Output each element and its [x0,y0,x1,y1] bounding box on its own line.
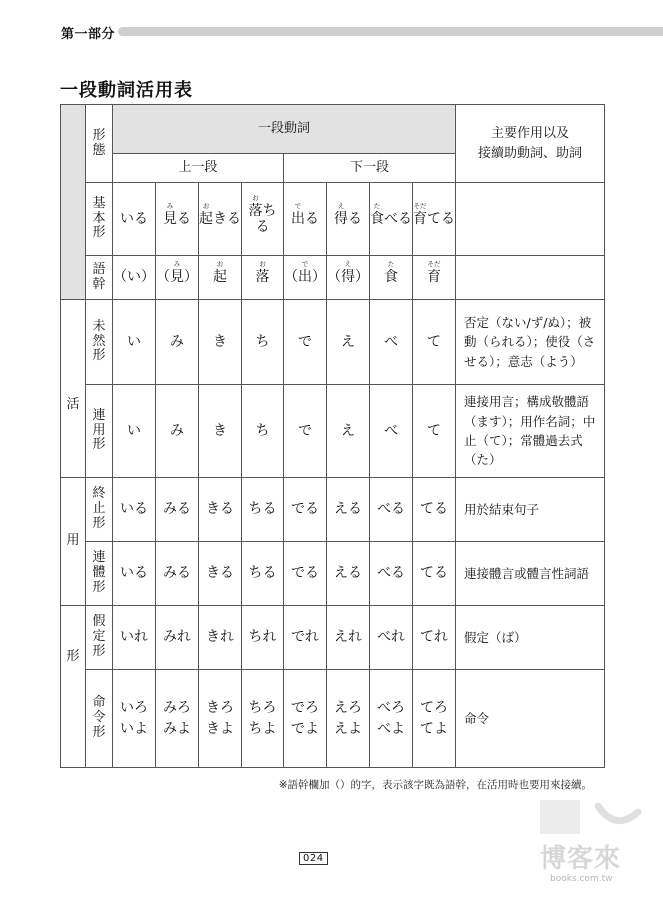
ruby-reading: お [252,193,259,202]
ruby-reading: お [259,260,266,269]
command-cell-line: ちよ [248,720,277,737]
conj-note: 否定（ない/ず/ぬ）；被動（られる）；使役（させる）；意志（よう） [456,300,605,385]
conj-label-text: 連 體 形 [92,550,106,595]
command-label [86,670,113,768]
conj-cell: え [327,385,370,478]
watermark-text: 博客來 [540,844,622,874]
conj-note: 用於結束句子 [456,478,605,542]
conj-cell: いる [113,542,156,606]
page-title: 一段動詞活用表 [60,80,193,101]
ruby-kanji: た 食 [384,260,398,286]
command-cell-3 [242,670,284,768]
corner-cell [61,105,86,300]
conj-cell: てる [413,478,456,542]
conj-cell: みれ [156,606,199,670]
stem-cell-7 [413,256,456,300]
command-cell-line: でよ [291,720,319,737]
conj-row [61,300,605,385]
basic-form-row [61,183,605,256]
conj-label-text: 假 定 形 [92,614,106,659]
conj-cell: でる [284,542,327,606]
command-cell-line: えろ [334,699,362,716]
basic-form-label-text: 基 本 形 [92,195,106,241]
command-cell-5 [327,670,370,768]
ruby-kanji: た 食 [370,201,384,227]
command-cell-2 [199,670,242,768]
conj-cell: ちる [242,478,284,542]
conj-cell: える [327,478,370,542]
conj-note: 連接用言；構成敬體語（ます）；用作名詞；中止（て）；常體過去式（た） [456,385,605,478]
stem-cell-6 [370,256,413,300]
stem-cell-1: （ み 見） [156,256,199,300]
conj-cell: でれ [284,606,327,670]
conj-cell: える [327,542,370,606]
page-number: 024 [299,852,328,865]
ruby-reading: で [301,260,309,269]
conj-cell: い [113,385,156,478]
stem-row [61,256,605,300]
ruby-kanji: で 出 [298,260,312,286]
command-cell-line: きろ [206,699,234,716]
command-cell-7 [413,670,456,768]
ruby-kanji: み 見 [163,201,177,227]
ruby-reading: み [173,260,181,269]
ruby-kanji: で 出 [291,201,305,227]
stem-label [86,256,113,300]
conj-cell: み [156,385,199,478]
conj-cell: で [284,300,327,385]
stem-note [456,256,605,300]
ruby-kanji: そだ 育 [413,201,427,227]
conj-row-label [86,478,113,542]
command-cell-line: いろ [120,699,148,716]
conj-cell: え [327,300,370,385]
command-cell-0 [113,670,156,768]
notes-header-line-1: 主要作用以及 [490,126,569,141]
ruby-reading: そだ [413,201,427,210]
ruby-reading: そだ [427,260,441,269]
conj-cell: べれ [370,606,413,670]
ruby-reading: お [202,201,210,210]
section-label: 第一部分 [61,27,116,42]
ruby-reading: え [337,201,345,210]
command-cell-line: べよ [377,720,405,737]
conj-cell: いる [113,478,156,542]
command-row [61,670,605,768]
conj-cell: て [413,385,456,478]
command-note: 命令 [456,670,605,768]
conj-row-label [86,606,113,670]
katsuyou-label-3: 形 [61,606,86,768]
conj-row [61,478,605,542]
ruby-reading: た [373,201,381,210]
katsuyou-label-2: 用 [61,478,86,606]
kami-ichidan-header: 上一段 [113,154,284,183]
ruby-kanji: み 見 [170,260,184,286]
basic-cell-2: お 起きる [199,183,242,256]
ruby-reading: お [216,260,224,269]
ruby-kanji: お 起 [213,260,227,286]
conj-cell: きる [199,542,242,606]
command-cell-line: みよ [163,720,191,737]
conj-cell: て [413,300,456,385]
ruby-kanji: え 得 [341,260,355,286]
conj-label-text: 未 然 形 [92,318,106,364]
command-cell-4 [284,670,327,768]
conj-row [61,606,605,670]
form-header [86,105,113,183]
basic-cell-6: た 食べる [370,183,413,256]
ruby-kanji: え 得 [334,201,348,227]
conj-row-label [86,300,113,385]
shimo-ichidan-header: 下一段 [284,154,456,183]
conj-cell: き [199,300,242,385]
header-bar [118,27,663,36]
conj-cell: てる [413,542,456,606]
notes-header [456,105,605,183]
basic-cell-7: そだ 育てる [413,183,456,256]
conj-cell: み [156,300,199,385]
conj-row [61,542,605,606]
conj-cell: ち [242,300,284,385]
command-cell-line: でろ [291,699,319,716]
conj-cell: ちる [242,542,284,606]
watermark-logo [528,798,654,893]
conj-cell: てれ [413,606,456,670]
ruby-reading: で [294,201,302,210]
conj-row-label [86,385,113,478]
stem-cell-0: （い） [113,256,156,300]
conj-cell: ち [242,385,284,478]
stem-cell-5: （ え 得） [327,256,370,300]
stem-cell-4: （ で 出） [284,256,327,300]
conj-cell: ちれ [242,606,284,670]
basic-note [456,183,605,256]
conj-label-text: 連 用 形 [92,407,106,453]
conj-cell: みる [156,478,199,542]
stem-cell-3 [242,256,284,300]
ruby-reading: た [387,260,395,269]
command-cell-line: いよ [120,720,148,737]
footnote: ※語幹欄加（）的字，表示該字既為語幹，在活用時也要用來接續。 [278,779,592,791]
command-cell-1 [156,670,199,768]
watermark-url: books.com.tw [550,874,613,884]
stem-cell-2 [199,256,242,300]
conj-cell: みる [156,542,199,606]
conj-label-text: 終 止 形 [92,486,106,531]
conj-note: 連接體言或體言性詞語 [456,542,605,606]
conj-cell: べる [370,478,413,542]
ruby-reading: み [166,201,174,210]
command-cell-line: ちろ [248,699,277,716]
conj-cell: べ [370,385,413,478]
conj-row-label [86,542,113,606]
ruby-kanji: そだ 育 [427,260,441,286]
conjugation-table [60,104,605,768]
basic-cell-4: で 出る [284,183,327,256]
conj-cell: で [284,385,327,478]
basic-form-label [86,183,113,256]
katsuyou-label-1: 活 [61,300,86,478]
basic-cell-1: み 見る [156,183,199,256]
basic-cell-3: お 落ちる [242,183,284,256]
command-cell-6 [370,670,413,768]
command-cell-line: みろ [163,699,191,716]
conj-cell: きる [199,478,242,542]
stem-label-text: 語 幹 [92,261,106,292]
form-header-label: 形 態 [92,127,106,158]
ruby-kanji: お 起 [199,201,213,227]
basic-cell-0: いる [113,183,156,256]
ruby-reading: え [344,260,352,269]
notes-header-line-2: 接續助動詞、助詞 [477,145,582,161]
conj-cell: きれ [199,606,242,670]
conj-note: 假定（ば） [456,606,605,670]
conj-row [61,385,605,478]
command-label-text: 命 令 形 [92,695,106,740]
conj-cell: べ [370,300,413,385]
ruby-kanji: お 落 [248,193,263,219]
conj-cell: でる [284,478,327,542]
command-cell-line: べろ [377,699,405,716]
conj-cell: い [113,300,156,385]
ruby-kanji: お 落 [255,260,270,286]
conj-cell: えれ [327,606,370,670]
basic-cell-5: え 得る [327,183,370,256]
group-header: 一段動詞 [113,105,456,154]
command-cell-line: てよ [420,720,448,737]
conj-cell: いれ [113,606,156,670]
command-cell-line: てろ [420,699,448,716]
command-cell-line: きよ [206,720,234,737]
command-cell-line: えよ [334,720,362,737]
conj-cell: き [199,385,242,478]
conj-cell: べる [370,542,413,606]
